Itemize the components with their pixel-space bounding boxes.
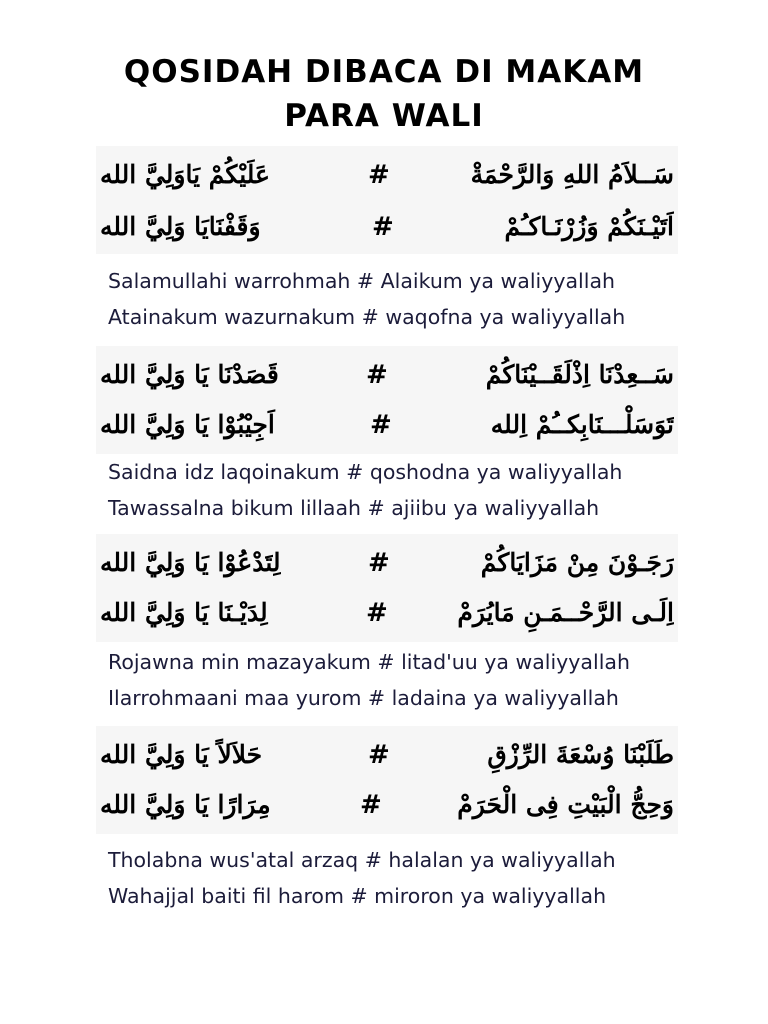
arabic-verse [96,150,678,200]
arabic-verse [96,538,678,588]
arabic-verse [96,400,678,450]
verse-separator: # [370,410,392,440]
arabic-verse-first-half: طَلَبْنَا وُسْعَةَ الرِّزْقِ [487,740,674,769]
arabic-stanza-1 [96,146,678,254]
arabic-verse-first-half: رَجَـوْنَ مِنْ مَزَايَاكُمْ [480,548,674,577]
arabic-verse [96,350,678,400]
verse-separator: # [366,598,388,628]
arabic-verse-first-half: سَــلاَمُ اللهِ وَالرَّحْمَةْ [470,160,674,189]
transliteration-line: Wahajjal baiti fil harom # miroron ya waliyyallah [108,884,607,908]
verse-separator: # [368,740,390,770]
verse-separator: # [366,360,388,390]
transliteration-line: Saidna idz laqoinakum # qoshodna ya waliyyallah [108,460,623,484]
arabic-verse-first-half: اَتَيْـنَكُمْ وَزُرْنَـاكـُمْ [504,212,674,241]
arabic-stanza-3 [96,534,678,642]
transliteration-line: Rojawna min mazayakum # litad'uu ya waliyyallah [108,650,630,674]
transliteration-line: Atainakum wazurnakum # waqofna ya waliyyallah [108,305,626,329]
verse-separator: # [360,790,382,820]
transliteration-line: Tawassalna bikum lillaah # ajiibu ya waliyyallah [108,496,600,520]
transliteration-line: Tholabna wus'atal arzaq # halalan ya waliyyallah [108,848,616,872]
arabic-verse-first-half: تَوَسَلْـــنَابِكــُمْ اِلله [490,410,674,439]
transliteration-line: Salamullahi warrohmah # Alaikum ya waliyyallah [108,269,615,293]
arabic-verse-first-half: وَحِجُّ الْبَيْتِ فِى الْحَرَمْ [457,790,674,819]
arabic-verse-second-half: لِدَيْـنَا يَا وَلِيَّ الله [100,598,268,627]
verse-separator: # [368,160,390,190]
page-title-line-2: PARA WALI [284,98,484,134]
arabic-verse-second-half: اَجِيْبُوْا يَا وَلِيَّ الله [100,410,275,439]
arabic-verse [96,202,678,252]
arabic-verse-first-half: سَــعِدْنَا اِذْلَقَــيْنَاكُمْ [485,360,674,389]
arabic-verse-second-half: حَلاَلاً يَا وَلِيَّ الله [100,740,263,769]
arabic-verse-second-half: عَلَيْكُمْ يَاوَلِيَّ الله [100,160,270,189]
verse-separator: # [372,212,394,242]
arabic-verse-second-half: وَقَفْنَايَا وَلِيَّ الله [100,212,261,241]
arabic-verse [96,588,678,638]
arabic-verse-second-half: قَصَدْنَا يَا وَلِيَّ الله [100,360,279,389]
arabic-verse [96,730,678,780]
arabic-stanza-2 [96,346,678,454]
verse-separator: # [368,548,390,578]
arabic-verse-second-half: مِرَارًا يَا وَلِيَّ الله [100,790,271,819]
arabic-verse [96,780,678,830]
page-title-line-1: QOSIDAH DIBACA DI MAKAM [123,54,645,90]
arabic-verse-second-half: لِتَدْعُوْا يَا وَلِيَّ الله [100,548,281,577]
arabic-verse-first-half: اِلَـى الرَّحْــمَـنِ مَايُرَمْ [457,598,674,627]
arabic-stanza-4 [96,726,678,834]
transliteration-line: Ilarrohmaani maa yurom # ladaina ya waliyyallah [108,686,619,710]
